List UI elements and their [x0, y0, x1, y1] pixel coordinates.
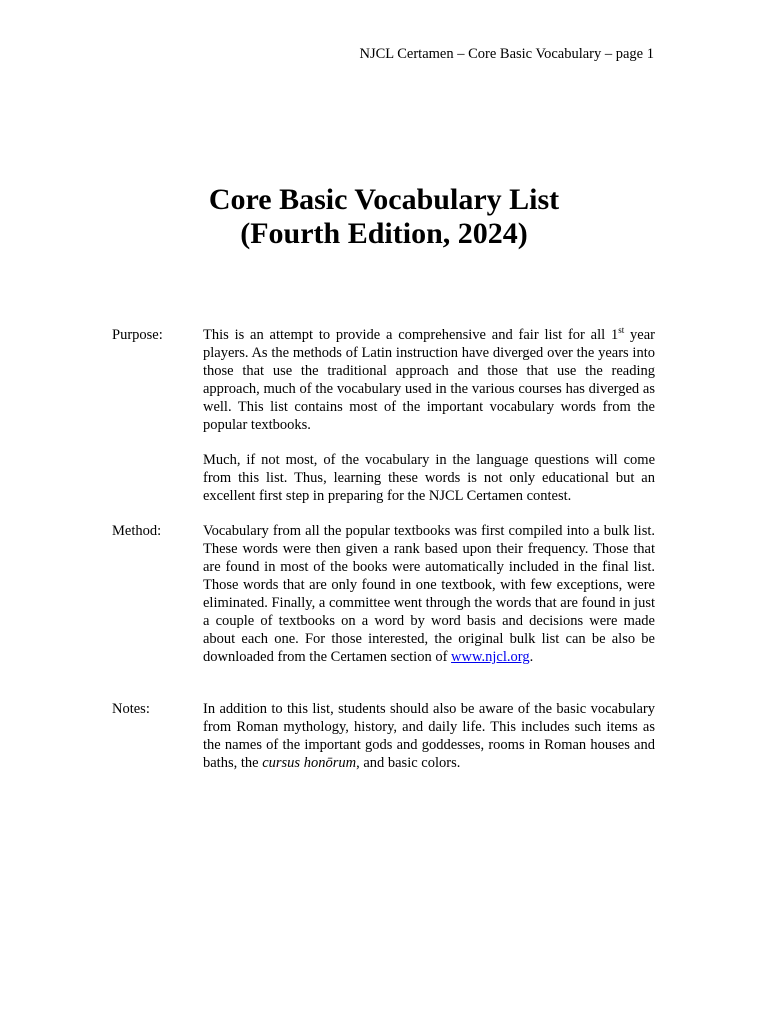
- method-label: Method:: [112, 523, 162, 539]
- purpose-body: [203, 326, 655, 522]
- running-header: NJCL Certamen – Core Basic Vocabulary – page 1: [359, 46, 654, 62]
- notes-paragraph: [203, 700, 655, 772]
- purpose-text-a: This is an attempt to provide a comprehensive and fair list for all 1: [203, 327, 619, 343]
- notes-text-b: , and basic colors.: [356, 755, 461, 771]
- purpose-label: Purpose:: [112, 327, 163, 343]
- purpose-text-b: year players. As the methods of Latin instruction have diverged over the years into those that use the traditional approach and those that use the reading approach, much of the vocabulary used in the various courses has diverged as well. This list contains most of the important vocabulary words from the popular textbooks.: [203, 327, 655, 433]
- method-paragraph: [203, 522, 655, 666]
- ordinal-superscript: st: [618, 325, 625, 335]
- title-line-2: (Fourth Edition, 2024): [240, 217, 528, 250]
- notes-text-a: In addition to this list, students should also be aware of the basic vocabulary from Roman mythology, history, and daily life. This includes such items as the names of the important gods and goddesses, rooms in Roman houses and baths, the: [203, 701, 655, 771]
- method-text-end: .: [529, 649, 534, 665]
- title-line-1: Core Basic Vocabulary List: [208, 183, 560, 216]
- cursus-honorum-term: cursus honōrum: [262, 755, 357, 771]
- purpose-paragraph-2: Much, if not most, of the vocabulary in the language questions will come from this list. Thus, learning these words is not only educational but an excellent first step in preparing for the NJCL Certamen contest.: [203, 452, 655, 504]
- notes-body: [203, 700, 655, 789]
- notes-label: Notes:: [112, 701, 150, 717]
- purpose-paragraph-1: [203, 326, 655, 434]
- document-title: [0, 183, 768, 251]
- method-text: Vocabulary from all the popular textbooks was first compiled into a bulk list. These words were then given a rank based upon their frequency. Those that are found in most of the books were automatically included in the final list. Those words that are only found in one textbook, with few exceptions, were eliminated. Finally, a committee went through the words that are found in just a couple of textbooks on a word by word basis and decisions were made about each one. For those interested, the original bulk list can be also be downloaded from the Certamen section of: [203, 523, 655, 665]
- njcl-website-link[interactable]: www.njcl.org: [451, 649, 530, 665]
- method-body: [203, 522, 655, 683]
